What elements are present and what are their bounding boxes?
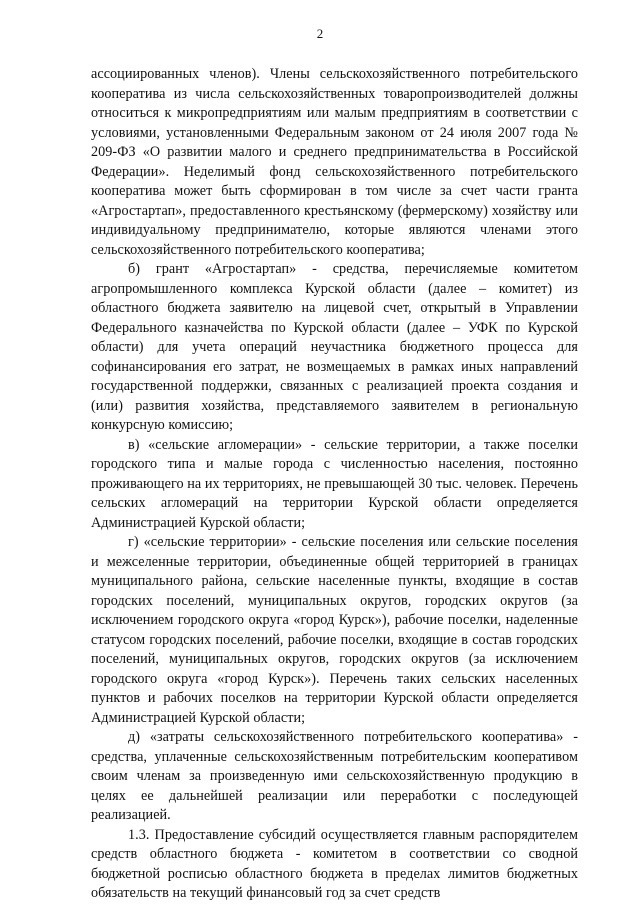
paragraph-b-grant-agrostartap: б) грант «Агростартап» - средства, перечисляемые комитетом агропромышленного комплекса Курской области (далее – комитет) из областного бюджета заявителю на лицевой счет, открытый в Управлении Федерального казначейства по Курской области (далее – УФК по Курской области) для учета операций неучастника бюджетного процесса для софинансирования его затрат, не возмещаемых в рамках иных направлений государственной поддержки, связанных с реализацией проекта создания и (или) развития хозяйства, представляемого заявителем в региональную конкурсную комиссию; <box>91 261 578 433</box>
paragraph-1-3-subsidies: 1.3. Предоставление субсидий осуществляется главным распорядителем средств областного бюджета - комитетом в соответствии со сводной бюджетной росписью областного бюджета в пределах лимитов бюджетных обязательств на текущий финансовый год за счет средств <box>91 826 578 901</box>
paragraph-d-cooperative-costs: д) «затраты сельскохозяйственного потребительского кооператива» - средства, уплаченные сельскохозяйственным потребительским кооперативом своим членам за произведенную ими сельскохозяйственную продукцию в целях ее дальнейшей реализации или переработки с последующей реализацией. <box>91 729 578 823</box>
paragraph-members-continuation: ассоциированных членов). Члены сельскохозяйственного потребительского кооператива из числа сельскохозяйственных товаропроизводителей должны относиться к микропредприятиям или малым предприятиям в соответствии с условиями, установленными Федеральным законом от 24 июля 2007 года № 209-ФЗ «О развитии малого и среднего предпринимательства в Российской Федерации». Неделимый фонд сельскохозяйственного потребительского кооператива может быть сформирован в том числе за счет части гранта «Агростартап», предоставленного крестьянскому (фермерскому) хозяйству или индивидуальному предпринимателю, которые являются членами этого сельскохозяйственного потребительского кооператива; <box>91 66 578 258</box>
paragraph-g-rural-territories: г) «сельские территории» - сельские поселения или сельские поселения и межселенные территории, объединенные общей территорией в границах муниципального района, сельские населенные пункты, входящие в состав городских поселений, муниципальных округов, городских округов (за исключением городского округа «город Курск»), рабочие поселки, наделенные статусом городских поселений, рабочие поселки, входящие в состав городских поселений, муниципальных округов, городских округов (за исключением городского округа «город Курск»). Перечень таких сельских населенных пунктов и рабочих поселков на территории Курской области определяется Администрацией Курской области; <box>91 534 578 726</box>
document-body <box>91 65 578 904</box>
paragraph-v-rural-agglomerations: в) «сельские агломерации» - сельские территории, а также поселки городского типа и малые города с численностью населения, постоянно проживающего на их территориях, не превышающей 30 тыс. человек. Перечень сельских агломераций на территории Курской области определяется Администрацией Курской области; <box>91 436 578 531</box>
page-number: 2 <box>316 26 324 41</box>
